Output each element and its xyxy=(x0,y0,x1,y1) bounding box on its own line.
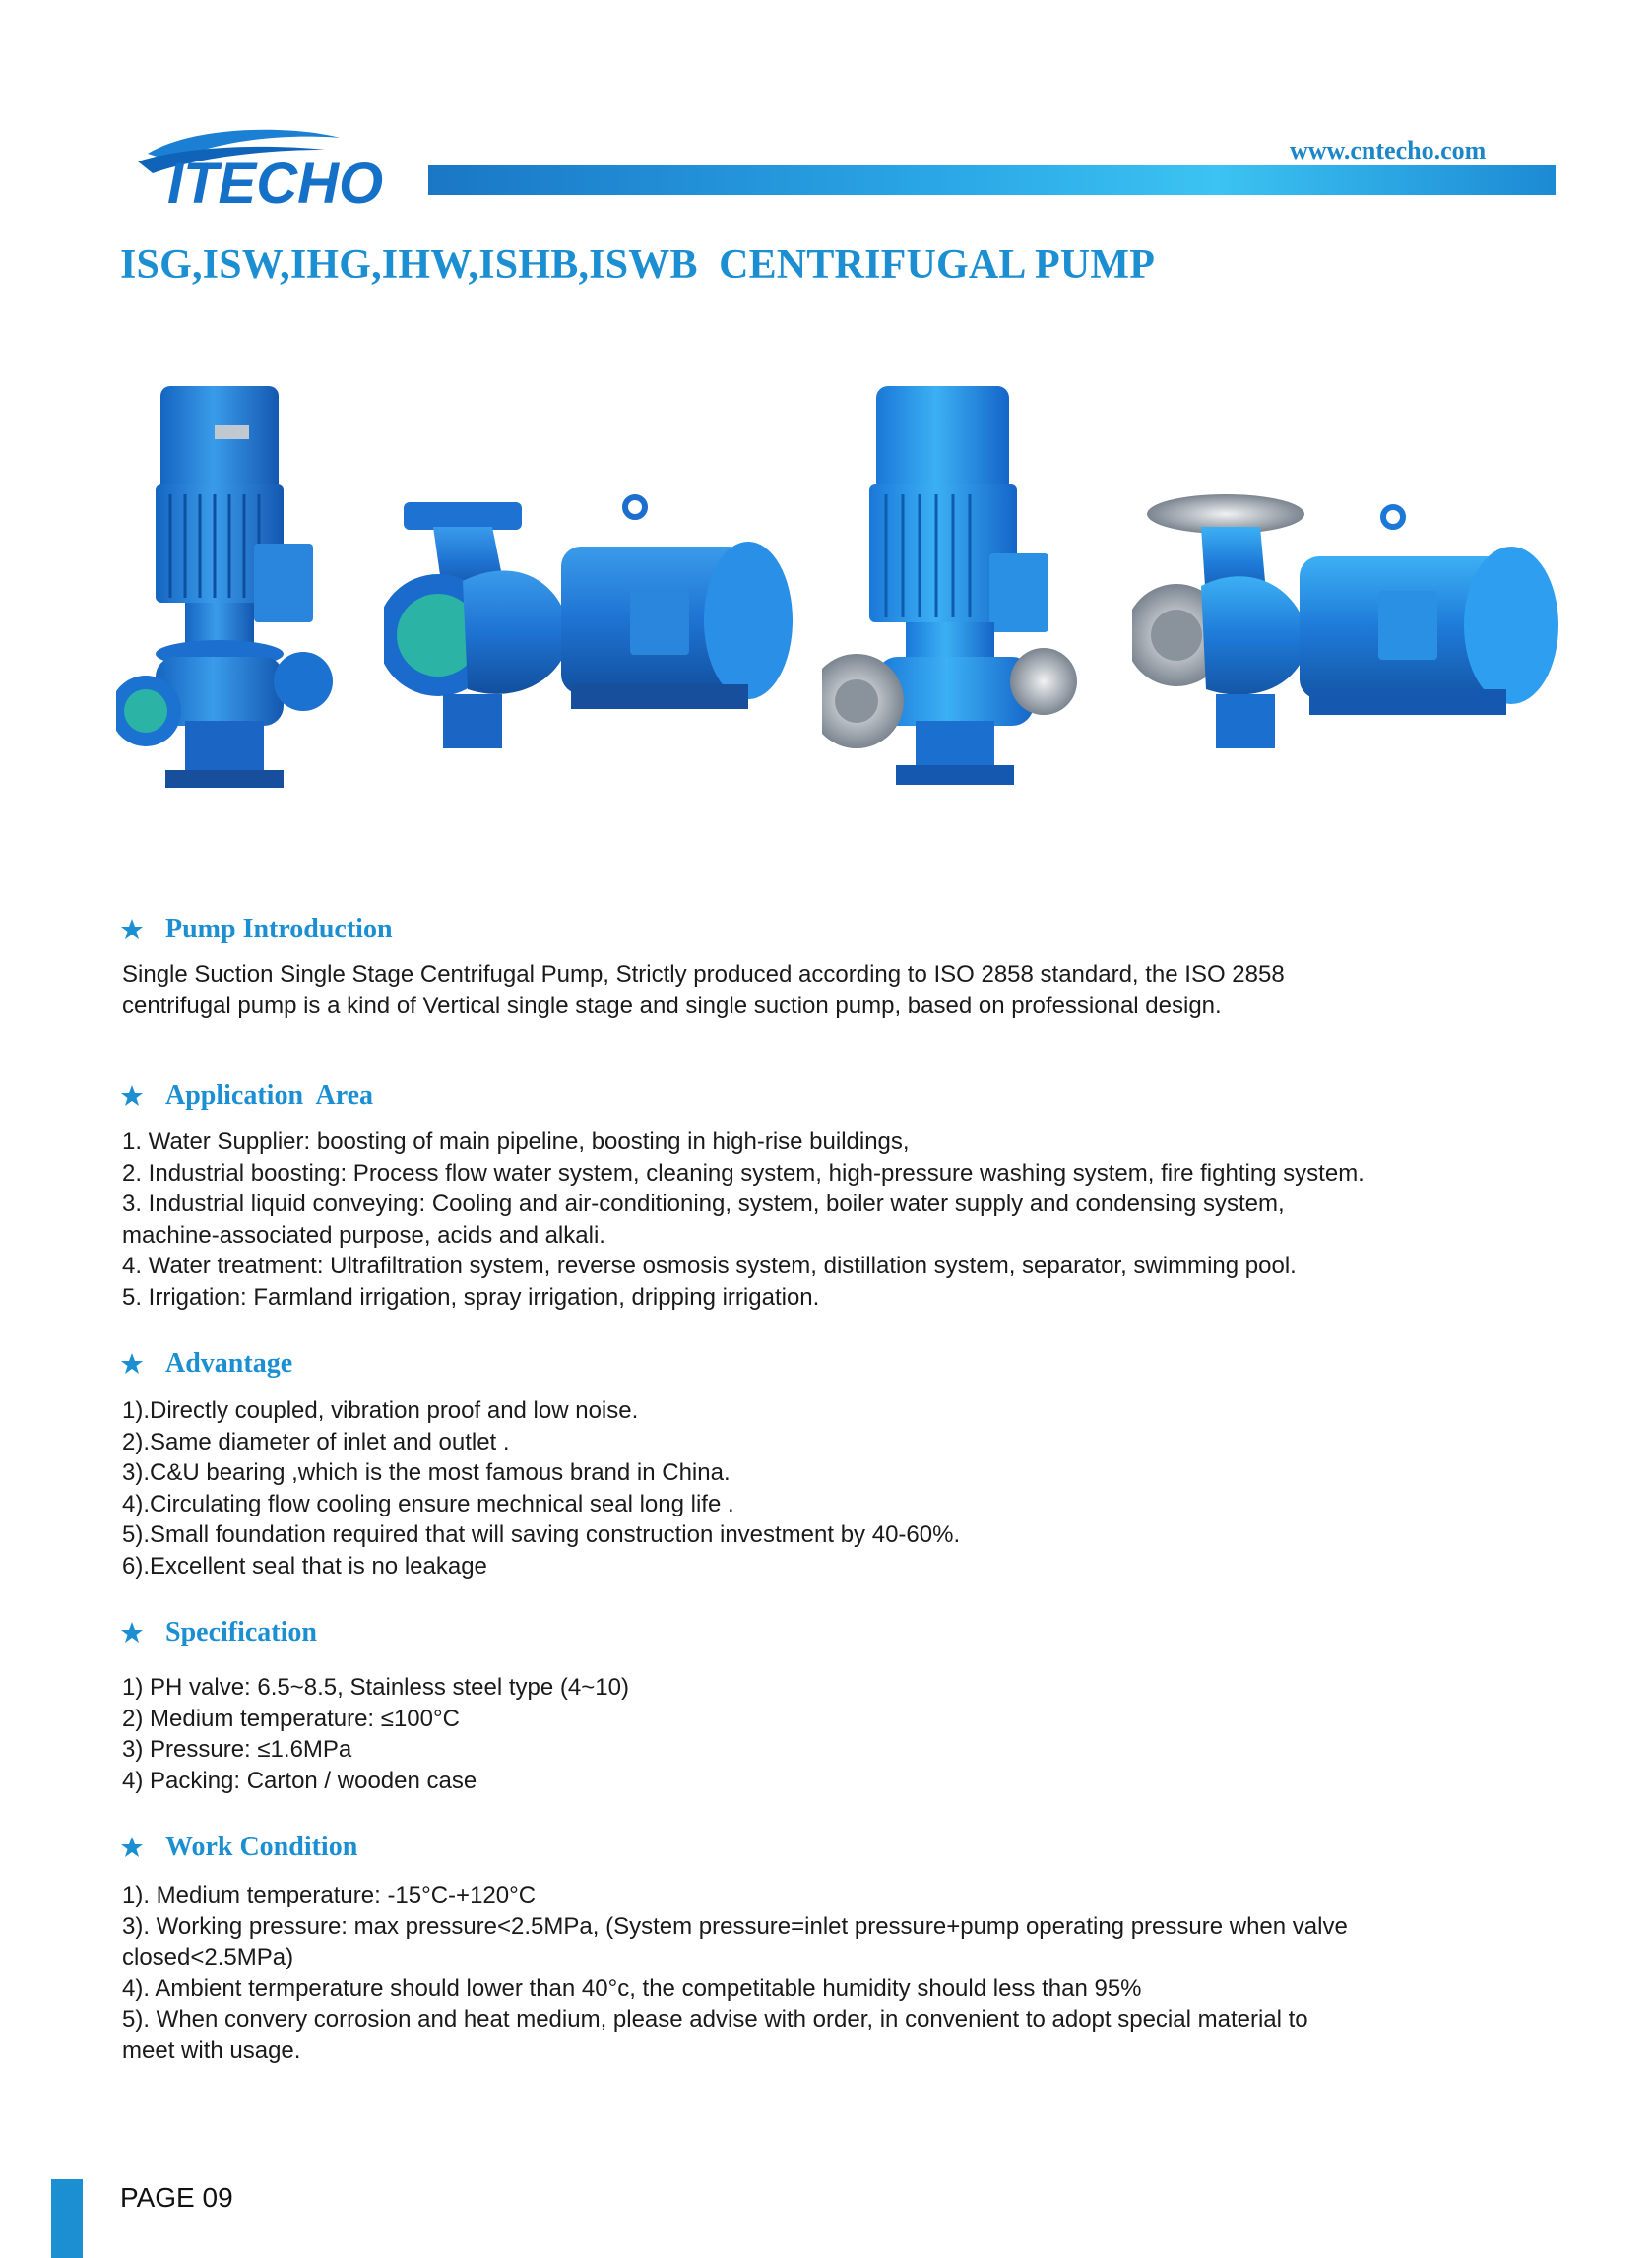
list-item: 1. Water Supplier: boosting of main pipeline, boosting in high-rise buildings, xyxy=(122,1129,910,1155)
heading-text: Application Area xyxy=(165,1080,374,1111)
list-item: 1) PH valve: 6.5~8.5, Stainless steel type (4~10) xyxy=(122,1674,629,1701)
star-icon xyxy=(120,1352,144,1376)
list-item: 4. Water treatment: Ultrafiltration system, reverse osmosis system, distillation system, separator, swimming pool. xyxy=(122,1253,1297,1279)
page-marker-bar xyxy=(51,2179,83,2258)
logo-text: ITECHO xyxy=(167,152,384,215)
list-item: meet with usage. xyxy=(122,2036,301,2064)
advantage-list xyxy=(122,1395,1599,1581)
section-heading-work-condition xyxy=(120,1832,357,1863)
list-item: 3).C&U bearing ,which is the most famous brand in China. xyxy=(122,1459,731,1486)
section-heading-specification xyxy=(120,1617,317,1648)
itecho-logo xyxy=(128,116,423,215)
section-heading-advantage xyxy=(120,1348,292,1380)
star-icon xyxy=(120,1621,144,1645)
list-item: 2. Industrial boosting: Process flow water system, cleaning system, high-pressure washing system, fire fighting system. xyxy=(122,1159,1365,1187)
list-item: 4).Circulating flow cooling ensure mechnical seal long life . xyxy=(122,1490,734,1517)
list-item: 6).Excellent seal that is no leakage xyxy=(122,1552,487,1580)
list-item: 2) Medium temperature: ≤100°C xyxy=(122,1705,460,1732)
page-title: ISG,ISW,IHG,IHW,ISHB,ISWB CENTRIFUGAL PUMP xyxy=(120,242,1156,288)
list-item: 3). Working pressure: max pressure<2.5MPa, (System pressure=inlet pressure+pump operating pressure when valve xyxy=(122,1912,1348,1940)
pump-introduction-text xyxy=(122,959,1599,1021)
section-heading-pump-introduction xyxy=(120,914,393,945)
vertical-pump-image xyxy=(116,386,352,800)
list-item: closed<2.5MPa) xyxy=(122,1944,294,1970)
vertical-pump-stainless-image xyxy=(822,386,1088,800)
heading-text: Work Condition xyxy=(165,1832,358,1862)
list-item: 1). Medium temperature: -15°C-+120°C xyxy=(122,1882,537,1908)
list-item: 5. Irrigation: Farmland irrigation, spray irrigation, dripping irrigation. xyxy=(122,1283,820,1311)
list-item: 1).Directly coupled, vibration proof and low noise. xyxy=(122,1397,639,1424)
application-area-list xyxy=(122,1127,1599,1313)
list-item: 4) Packing: Carton / wooden case xyxy=(122,1767,477,1794)
horizontal-pump-stainless-image xyxy=(1132,492,1565,788)
text-line: Single Suction Single Stage Centrifugal Pump, Strictly produced according to ISO 2858 standard, the ISO 2858 xyxy=(122,961,1285,988)
list-item: 5).Small foundation required that will saving construction investment by 40-60%. xyxy=(122,1521,961,1548)
header-bar xyxy=(428,165,1556,195)
list-item: 4). Ambient termperature should lower than 40°c, the competitable humidity should less than 95% xyxy=(122,1974,1142,2002)
list-item: 3. Industrial liquid conveying: Cooling and air-conditioning, system, boiler water supply and condensing system, xyxy=(122,1191,1285,1217)
heading-text: Pump Introduction xyxy=(165,914,393,944)
work-condition-list xyxy=(122,1880,1599,2066)
star-icon xyxy=(120,918,144,941)
list-item: 2).Same diameter of inlet and outlet . xyxy=(122,1428,510,1455)
star-icon xyxy=(120,1836,144,1859)
list-item: 3) Pressure: ≤1.6MPa xyxy=(122,1736,352,1763)
text-line: centrifugal pump is a kind of Vertical single stage and single suction pump, based on professional design. xyxy=(122,992,1222,1019)
horizontal-pump-image xyxy=(384,487,797,783)
section-heading-application-area xyxy=(120,1080,373,1112)
heading-text: Specification xyxy=(165,1617,317,1647)
website-url[interactable]: www.cntecho.com xyxy=(1290,136,1487,164)
specification-list xyxy=(122,1672,1599,1796)
page-number: PAGE 09 xyxy=(120,2182,233,2213)
list-item: 5). When convery corrosion and heat medium, please advise with order, in convenient to adopt special material to xyxy=(122,2006,1308,2032)
star-icon xyxy=(120,1084,144,1108)
heading-text: Advantage xyxy=(165,1348,293,1379)
list-item: machine-associated purpose, acids and alkali. xyxy=(122,1221,605,1249)
